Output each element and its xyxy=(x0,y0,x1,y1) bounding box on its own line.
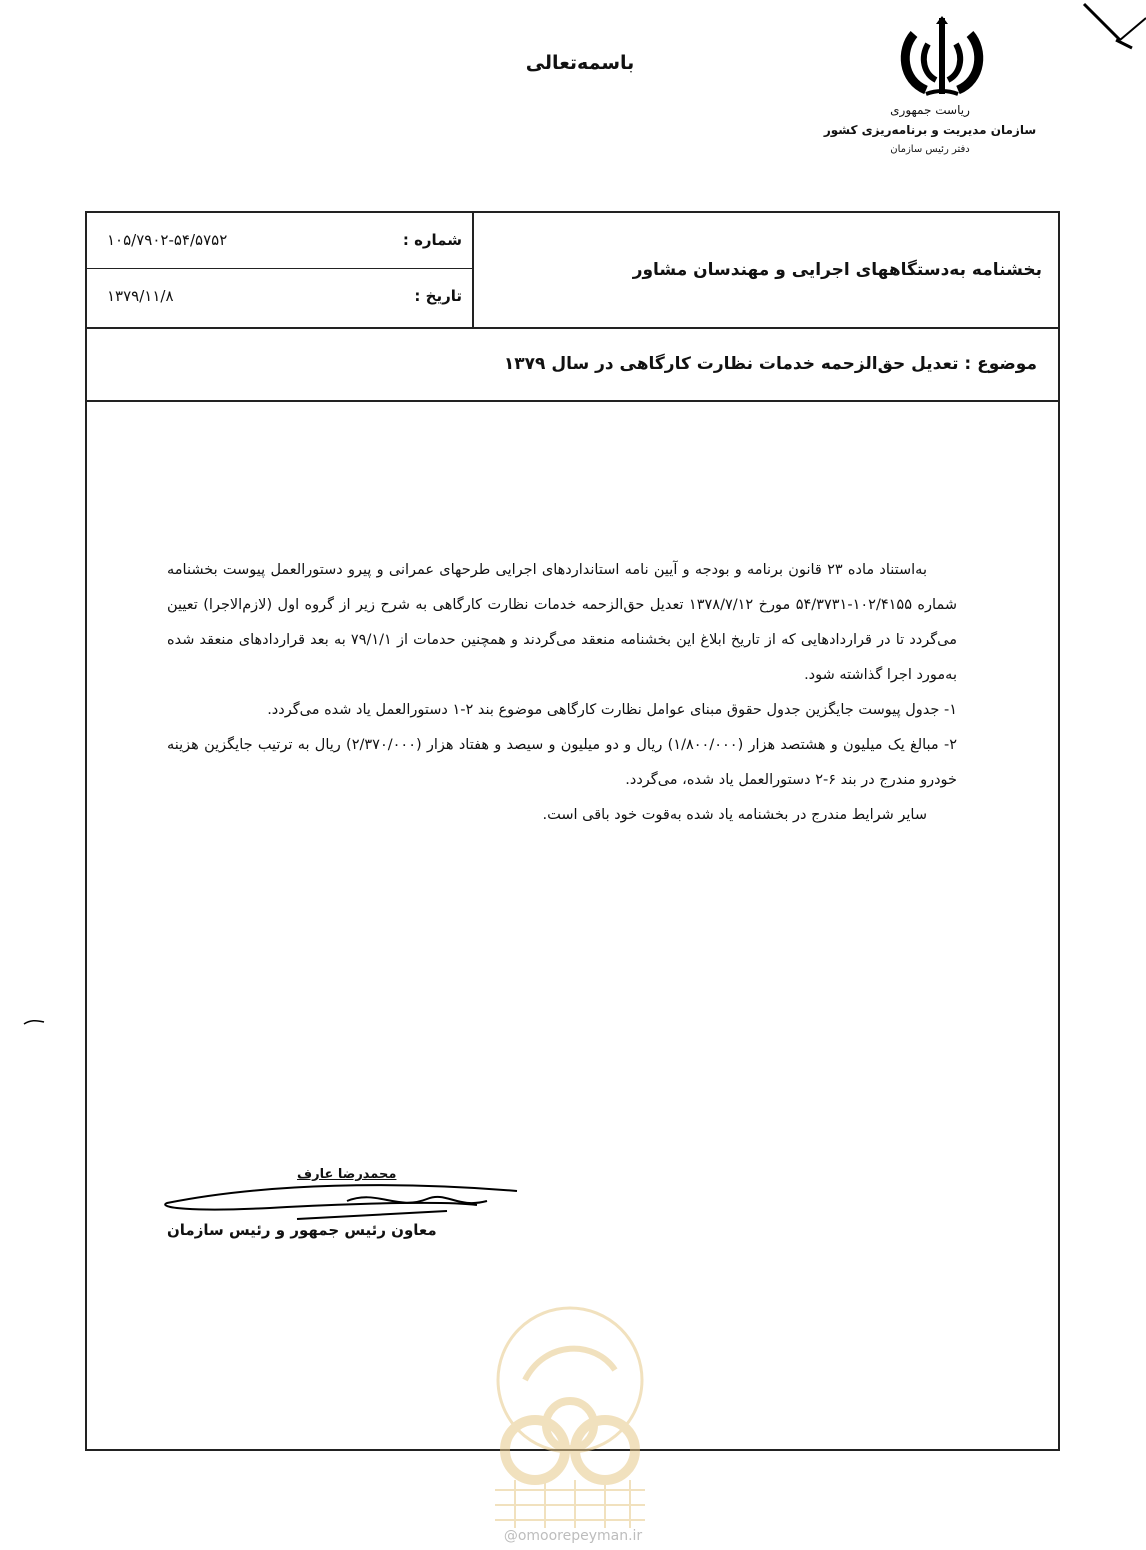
margin-mark xyxy=(22,1018,46,1026)
watermark-logo-icon xyxy=(455,1300,685,1530)
header-vertical-divider xyxy=(472,213,474,327)
org-line-2: سازمان مدیریت و برنامه‌ریزی کشور xyxy=(823,123,1037,137)
watermark-domain: @omoorepeyman.ir xyxy=(503,1528,643,1544)
signatory-name: محمدرضا عارف xyxy=(297,1167,397,1182)
letter-number-label: شماره : xyxy=(402,231,462,249)
organization-block xyxy=(800,100,1060,160)
iran-emblem-icon xyxy=(896,14,988,100)
signature-block xyxy=(147,1161,527,1251)
org-line-3: دفتر رئیس سازمان xyxy=(890,144,970,155)
letter-date-value: ۱۳۷۹/۱۱/۸ xyxy=(107,287,174,305)
org-line-1: ریاست جمهوری xyxy=(890,103,970,117)
letter-number-value: ۱۰۵/۷۹۰۲-۵۴/۵۷۵۲ xyxy=(107,231,228,249)
body-item-1: ۱- جدول پیوست جایگزین جدول حقوق مبنای عوامل نظارت کارگاهی موضوع بند ۲-۱ دستورالعمل یاد شده می‌گردد. xyxy=(267,702,957,718)
signatory-title: معاون رئیس جمهور و رئیس سازمان xyxy=(167,1221,437,1239)
letter-subject: موضوع : تعدیل حق‌الزحمه خدمات نظارت کارگاهی در سال ۱۳۷۹ xyxy=(503,354,1037,374)
body-paragraph: به‌استناد ماده ۲۳ قانون برنامه و بودجه و آیین نامه استانداردهای اجرایی طرحهای عمرانی و پیرو دستورالعمل پیوست بخشنامه شماره ۱۰۲/۴۱۵۵-۵۴/۳۷۳۱ مورخ ۱۳۷۸/۷/۱۲ تعدیل حق‌الزحمه خدمات نظارت کارگاهی به شرح زیر از گروه اول (لازم‌الاجرا) تعیین می‌گردد تا در قراردادهایی که از تاریخ ابلاغ این بخشنامه منعقد می‌گردند و همچنین حدمات از ۷۹/۱/۱ به بعد قراردادهای منعقد شده به‌مورد اجرا گذاشته شود. xyxy=(167,562,957,683)
corner-pen-mark xyxy=(1080,0,1146,60)
letter-body xyxy=(167,553,957,833)
body-closing: سایر شرایط مندرج در بخشنامه یاد شده به‌قوت خود باقی است. xyxy=(542,807,927,823)
body-item-2: ۲- مبالغ یک میلیون و هشتصد هزار (۱/۸۰۰/۰۰۰) ریال و دو میلیون و سیصد و هفتاد هزار (۲/۳۷۰/۰۰۰) ریال به ترتیب جایگزین هزینه خودرو مندرج در بند ۶-۲ دستورالعمل یاد شده، می‌گردد. xyxy=(167,737,957,788)
addressee: بخشنامه به‌دستگاههای اجرایی و مهندسان مشاور xyxy=(632,260,1042,280)
letter-frame xyxy=(85,211,1060,1451)
letter-date-row xyxy=(107,287,462,305)
letter-date-label: تاریخ : xyxy=(414,287,462,305)
subject-divider xyxy=(87,400,1058,402)
letter-number-row xyxy=(107,231,462,249)
invocation-text: باسمه‌تعالی xyxy=(525,52,635,74)
number-date-divider xyxy=(87,268,472,269)
